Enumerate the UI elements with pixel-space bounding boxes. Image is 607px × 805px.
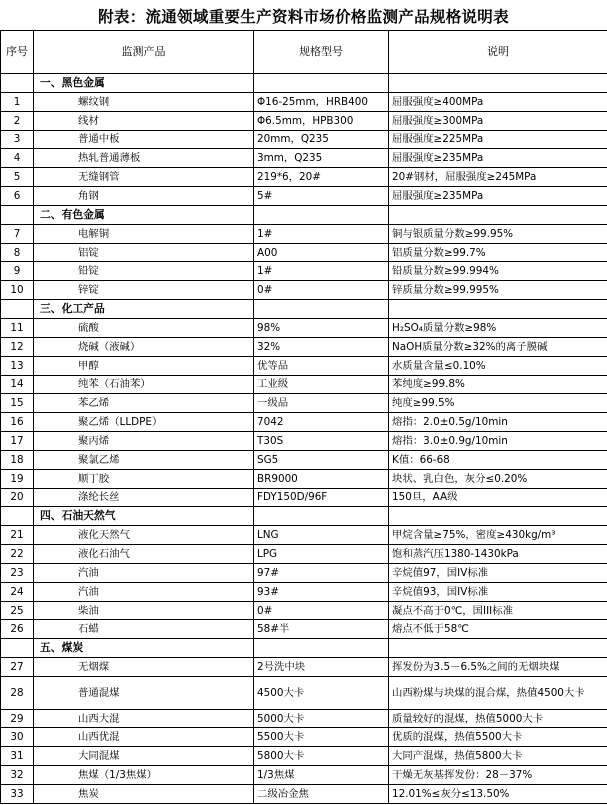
table-row — [1, 318, 607, 337]
row-description: 屈服强度≥225MPa — [389, 130, 607, 149]
row-seq: 31 — [1, 747, 34, 766]
row-description: 辛烷值93，国IV标准 — [389, 582, 607, 601]
row-spec: 7042 — [254, 413, 389, 432]
row-spec: LNG — [254, 526, 389, 545]
row-description: 大同产混煤，热值5800大卡 — [389, 747, 607, 766]
row-spec: LPG — [254, 545, 389, 564]
row-description: 20#钢材，屈服强度≥245MPa — [389, 168, 607, 187]
row-product-name: 焦煤（1/3焦煤） — [34, 766, 254, 785]
row-product-name: 苯乙烯 — [34, 394, 254, 413]
table-body — [1, 74, 607, 804]
row-spec: 工业级 — [254, 375, 389, 394]
table-row — [1, 747, 607, 766]
row-product-name: 热轧普通薄板 — [34, 149, 254, 168]
row-description: 山西粉煤与块煤的混合煤，热值4500大卡 — [389, 677, 607, 710]
category-label: 一、黑色金属 — [34, 74, 254, 93]
row-product-name: 硫酸 — [34, 318, 254, 337]
row-description: NaOH质量分数≥32%的离子膜碱 — [389, 337, 607, 356]
row-spec: 0# — [254, 281, 389, 300]
row-product-name: 顺丁胶 — [34, 469, 254, 488]
category-desc-cell — [389, 639, 607, 658]
category-label: 二、有色金属 — [34, 205, 254, 224]
row-description: H₂SO₄质量分数≥98% — [389, 318, 607, 337]
row-product-name: 普通中板 — [34, 130, 254, 149]
table-row — [1, 375, 607, 394]
row-seq: 10 — [1, 281, 34, 300]
row-description: 铅质量分数≥99.994% — [389, 262, 607, 281]
row-product-name: 甲醇 — [34, 356, 254, 375]
row-seq: 28 — [1, 677, 34, 710]
row-seq: 20 — [1, 488, 34, 507]
row-seq: 16 — [1, 413, 34, 432]
row-seq: 5 — [1, 168, 34, 187]
row-product-name: 角钢 — [34, 187, 254, 206]
row-spec: 219*6，20# — [254, 168, 389, 187]
category-desc-cell — [389, 74, 607, 93]
spec-table — [0, 30, 607, 804]
row-seq: 4 — [1, 149, 34, 168]
row-description: 甲烷含量≥75%，密度≥430kg/m³ — [389, 526, 607, 545]
category-row — [1, 639, 607, 658]
row-seq: 26 — [1, 620, 34, 639]
row-product-name: 聚氯乙烯 — [34, 450, 254, 469]
row-spec: FDY150D/96F — [254, 488, 389, 507]
row-seq: 30 — [1, 728, 34, 747]
row-spec: 5# — [254, 187, 389, 206]
row-seq: 1 — [1, 92, 34, 111]
category-row — [1, 205, 607, 224]
row-seq: 25 — [1, 601, 34, 620]
row-seq: 17 — [1, 432, 34, 451]
row-spec: 优等品 — [254, 356, 389, 375]
table-row — [1, 677, 607, 710]
category-seq-cell — [1, 205, 34, 224]
category-seq-cell — [1, 639, 34, 658]
category-spec-cell — [254, 205, 389, 224]
row-description: 水质量含量≤0.10% — [389, 356, 607, 375]
category-row — [1, 74, 607, 93]
row-spec: 1# — [254, 224, 389, 243]
row-product-name: 石蜡 — [34, 620, 254, 639]
row-product-name: 烧碱（液碱） — [34, 337, 254, 356]
header-seq: 序号 — [1, 31, 34, 74]
table-header-row — [1, 31, 607, 74]
row-description: 屈服强度≥235MPa — [389, 187, 607, 206]
row-description: 纯度≥99.5% — [389, 394, 607, 413]
row-spec: 32% — [254, 337, 389, 356]
table-row — [1, 450, 607, 469]
row-product-name: 铝锭 — [34, 243, 254, 262]
row-spec: 5500大卡 — [254, 728, 389, 747]
row-seq: 7 — [1, 224, 34, 243]
row-description: 屈服强度≥300MPa — [389, 111, 607, 130]
row-description: 苯纯度≥99.8% — [389, 375, 607, 394]
row-product-name: 汽油 — [34, 563, 254, 582]
row-product-name: 无缝钢管 — [34, 168, 254, 187]
row-spec: 一级品 — [254, 394, 389, 413]
table-row — [1, 111, 607, 130]
row-description: 熔点不低于58℃ — [389, 620, 607, 639]
row-description: 干燥无灰基挥发份：28－37% — [389, 766, 607, 785]
row-description: 熔指：3.0±0.9g/10min — [389, 432, 607, 451]
page-title: 附表：流通领域重要生产资料市场价格监测产品规格说明表 — [98, 7, 509, 26]
row-spec: BR9000 — [254, 469, 389, 488]
category-desc-cell — [389, 205, 607, 224]
row-spec: 93# — [254, 582, 389, 601]
table-row — [1, 168, 607, 187]
row-seq: 18 — [1, 450, 34, 469]
row-seq: 32 — [1, 766, 34, 785]
table-row — [1, 243, 607, 262]
table-row — [1, 784, 607, 803]
row-description: 12.01%≤灰分≤13.50% — [389, 784, 607, 803]
row-spec: T30S — [254, 432, 389, 451]
row-product-name: 纯苯（石油苯） — [34, 375, 254, 394]
row-spec: 0# — [254, 601, 389, 620]
row-spec: A00 — [254, 243, 389, 262]
table-row — [1, 92, 607, 111]
row-seq: 23 — [1, 563, 34, 582]
row-product-name: 汽油 — [34, 582, 254, 601]
row-description: 块状、乳白色，灰分≤0.20% — [389, 469, 607, 488]
row-seq: 22 — [1, 545, 34, 564]
row-product-name: 线材 — [34, 111, 254, 130]
row-spec: 58#半 — [254, 620, 389, 639]
row-product-name: 柴油 — [34, 601, 254, 620]
table-row — [1, 709, 607, 728]
category-spec-cell — [254, 639, 389, 658]
row-description: 质量较好的混煤，热值5000大卡 — [389, 709, 607, 728]
row-product-name: 普通混煤 — [34, 677, 254, 710]
row-product-name: 铅锭 — [34, 262, 254, 281]
row-seq: 21 — [1, 526, 34, 545]
row-product-name: 电解铜 — [34, 224, 254, 243]
row-spec: 2号洗中块 — [254, 658, 389, 677]
row-seq: 12 — [1, 337, 34, 356]
row-product-name: 山西大混 — [34, 709, 254, 728]
row-description: 凝点不高于0℃，国III标准 — [389, 601, 607, 620]
row-product-name: 聚丙烯 — [34, 432, 254, 451]
row-product-name: 大同混煤 — [34, 747, 254, 766]
row-spec: 1/3焦煤 — [254, 766, 389, 785]
row-product-name: 焦炭 — [34, 784, 254, 803]
row-product-name: 聚乙烯（LLDPE） — [34, 413, 254, 432]
category-label: 三、化工产品 — [34, 300, 254, 319]
row-seq: 29 — [1, 709, 34, 728]
table-row — [1, 394, 607, 413]
row-spec: 5000大卡 — [254, 709, 389, 728]
row-seq: 2 — [1, 111, 34, 130]
table-row — [1, 545, 607, 564]
table-row — [1, 413, 607, 432]
row-spec: 4500大卡 — [254, 677, 389, 710]
category-row — [1, 300, 607, 319]
header-product: 监测产品 — [34, 31, 254, 74]
row-description: 锌质量分数≥99.995% — [389, 281, 607, 300]
row-description: 铝质量分数≥99.7% — [389, 243, 607, 262]
table-row — [1, 488, 607, 507]
row-seq: 9 — [1, 262, 34, 281]
table-row — [1, 187, 607, 206]
row-seq: 15 — [1, 394, 34, 413]
row-seq: 3 — [1, 130, 34, 149]
row-product-name: 液化石油气 — [34, 545, 254, 564]
row-spec: 97# — [254, 563, 389, 582]
category-seq-cell — [1, 507, 34, 526]
table-row — [1, 601, 607, 620]
row-seq: 8 — [1, 243, 34, 262]
row-seq: 24 — [1, 582, 34, 601]
table-row — [1, 658, 607, 677]
header-spec: 规格型号 — [254, 31, 389, 74]
table-row — [1, 224, 607, 243]
category-desc-cell — [389, 507, 607, 526]
table-row — [1, 728, 607, 747]
row-spec: Φ6.5mm，HPB300 — [254, 111, 389, 130]
row-seq: 6 — [1, 187, 34, 206]
row-spec: Φ16-25mm，HRB400 — [254, 92, 389, 111]
row-seq: 33 — [1, 784, 34, 803]
category-spec-cell — [254, 507, 389, 526]
row-description: 饱和蒸汽压1380-1430kPa — [389, 545, 607, 564]
category-spec-cell — [254, 300, 389, 319]
table-row — [1, 620, 607, 639]
row-description: 优质的混煤，热值5500大卡 — [389, 728, 607, 747]
row-description: 150旦，AA级 — [389, 488, 607, 507]
table-row — [1, 149, 607, 168]
table-row — [1, 469, 607, 488]
row-seq: 13 — [1, 356, 34, 375]
table-row — [1, 337, 607, 356]
row-description: 挥发份为3.5－6.5%之间的无烟块煤 — [389, 658, 607, 677]
row-description: 屈服强度≥235MPa — [389, 149, 607, 168]
table-row — [1, 432, 607, 451]
row-spec: 3mm，Q235 — [254, 149, 389, 168]
row-product-name: 螺纹钢 — [34, 92, 254, 111]
category-seq-cell — [1, 300, 34, 319]
row-seq: 19 — [1, 469, 34, 488]
category-row — [1, 507, 607, 526]
table-row — [1, 262, 607, 281]
header-desc: 说明 — [389, 31, 607, 74]
category-label: 五、煤炭 — [34, 639, 254, 658]
table-row — [1, 563, 607, 582]
row-product-name: 山西优混 — [34, 728, 254, 747]
table-row — [1, 766, 607, 785]
row-product-name: 无烟煤 — [34, 658, 254, 677]
category-label: 四、石油天然气 — [34, 507, 254, 526]
table-row — [1, 582, 607, 601]
row-spec: 5800大卡 — [254, 747, 389, 766]
category-seq-cell — [1, 74, 34, 93]
row-spec: SG5 — [254, 450, 389, 469]
table-row — [1, 356, 607, 375]
row-spec: 20mm，Q235 — [254, 130, 389, 149]
row-description: 屈服强度≥400MPa — [389, 92, 607, 111]
row-description: K值：66-68 — [389, 450, 607, 469]
row-product-name: 锌锭 — [34, 281, 254, 300]
row-product-name: 涤纶长丝 — [34, 488, 254, 507]
table-row — [1, 130, 607, 149]
table-row — [1, 526, 607, 545]
row-spec: 98% — [254, 318, 389, 337]
row-description: 熔指：2.0±0.5g/10min — [389, 413, 607, 432]
row-description: 铜与银质量分数≥99.95% — [389, 224, 607, 243]
row-spec: 1# — [254, 262, 389, 281]
row-seq: 11 — [1, 318, 34, 337]
row-description: 辛烷值97，国IV标准 — [389, 563, 607, 582]
table-row — [1, 281, 607, 300]
row-product-name: 液化天然气 — [34, 526, 254, 545]
category-desc-cell — [389, 300, 607, 319]
row-seq: 27 — [1, 658, 34, 677]
row-spec: 二级冶金焦 — [254, 784, 389, 803]
row-seq: 14 — [1, 375, 34, 394]
category-spec-cell — [254, 74, 389, 93]
